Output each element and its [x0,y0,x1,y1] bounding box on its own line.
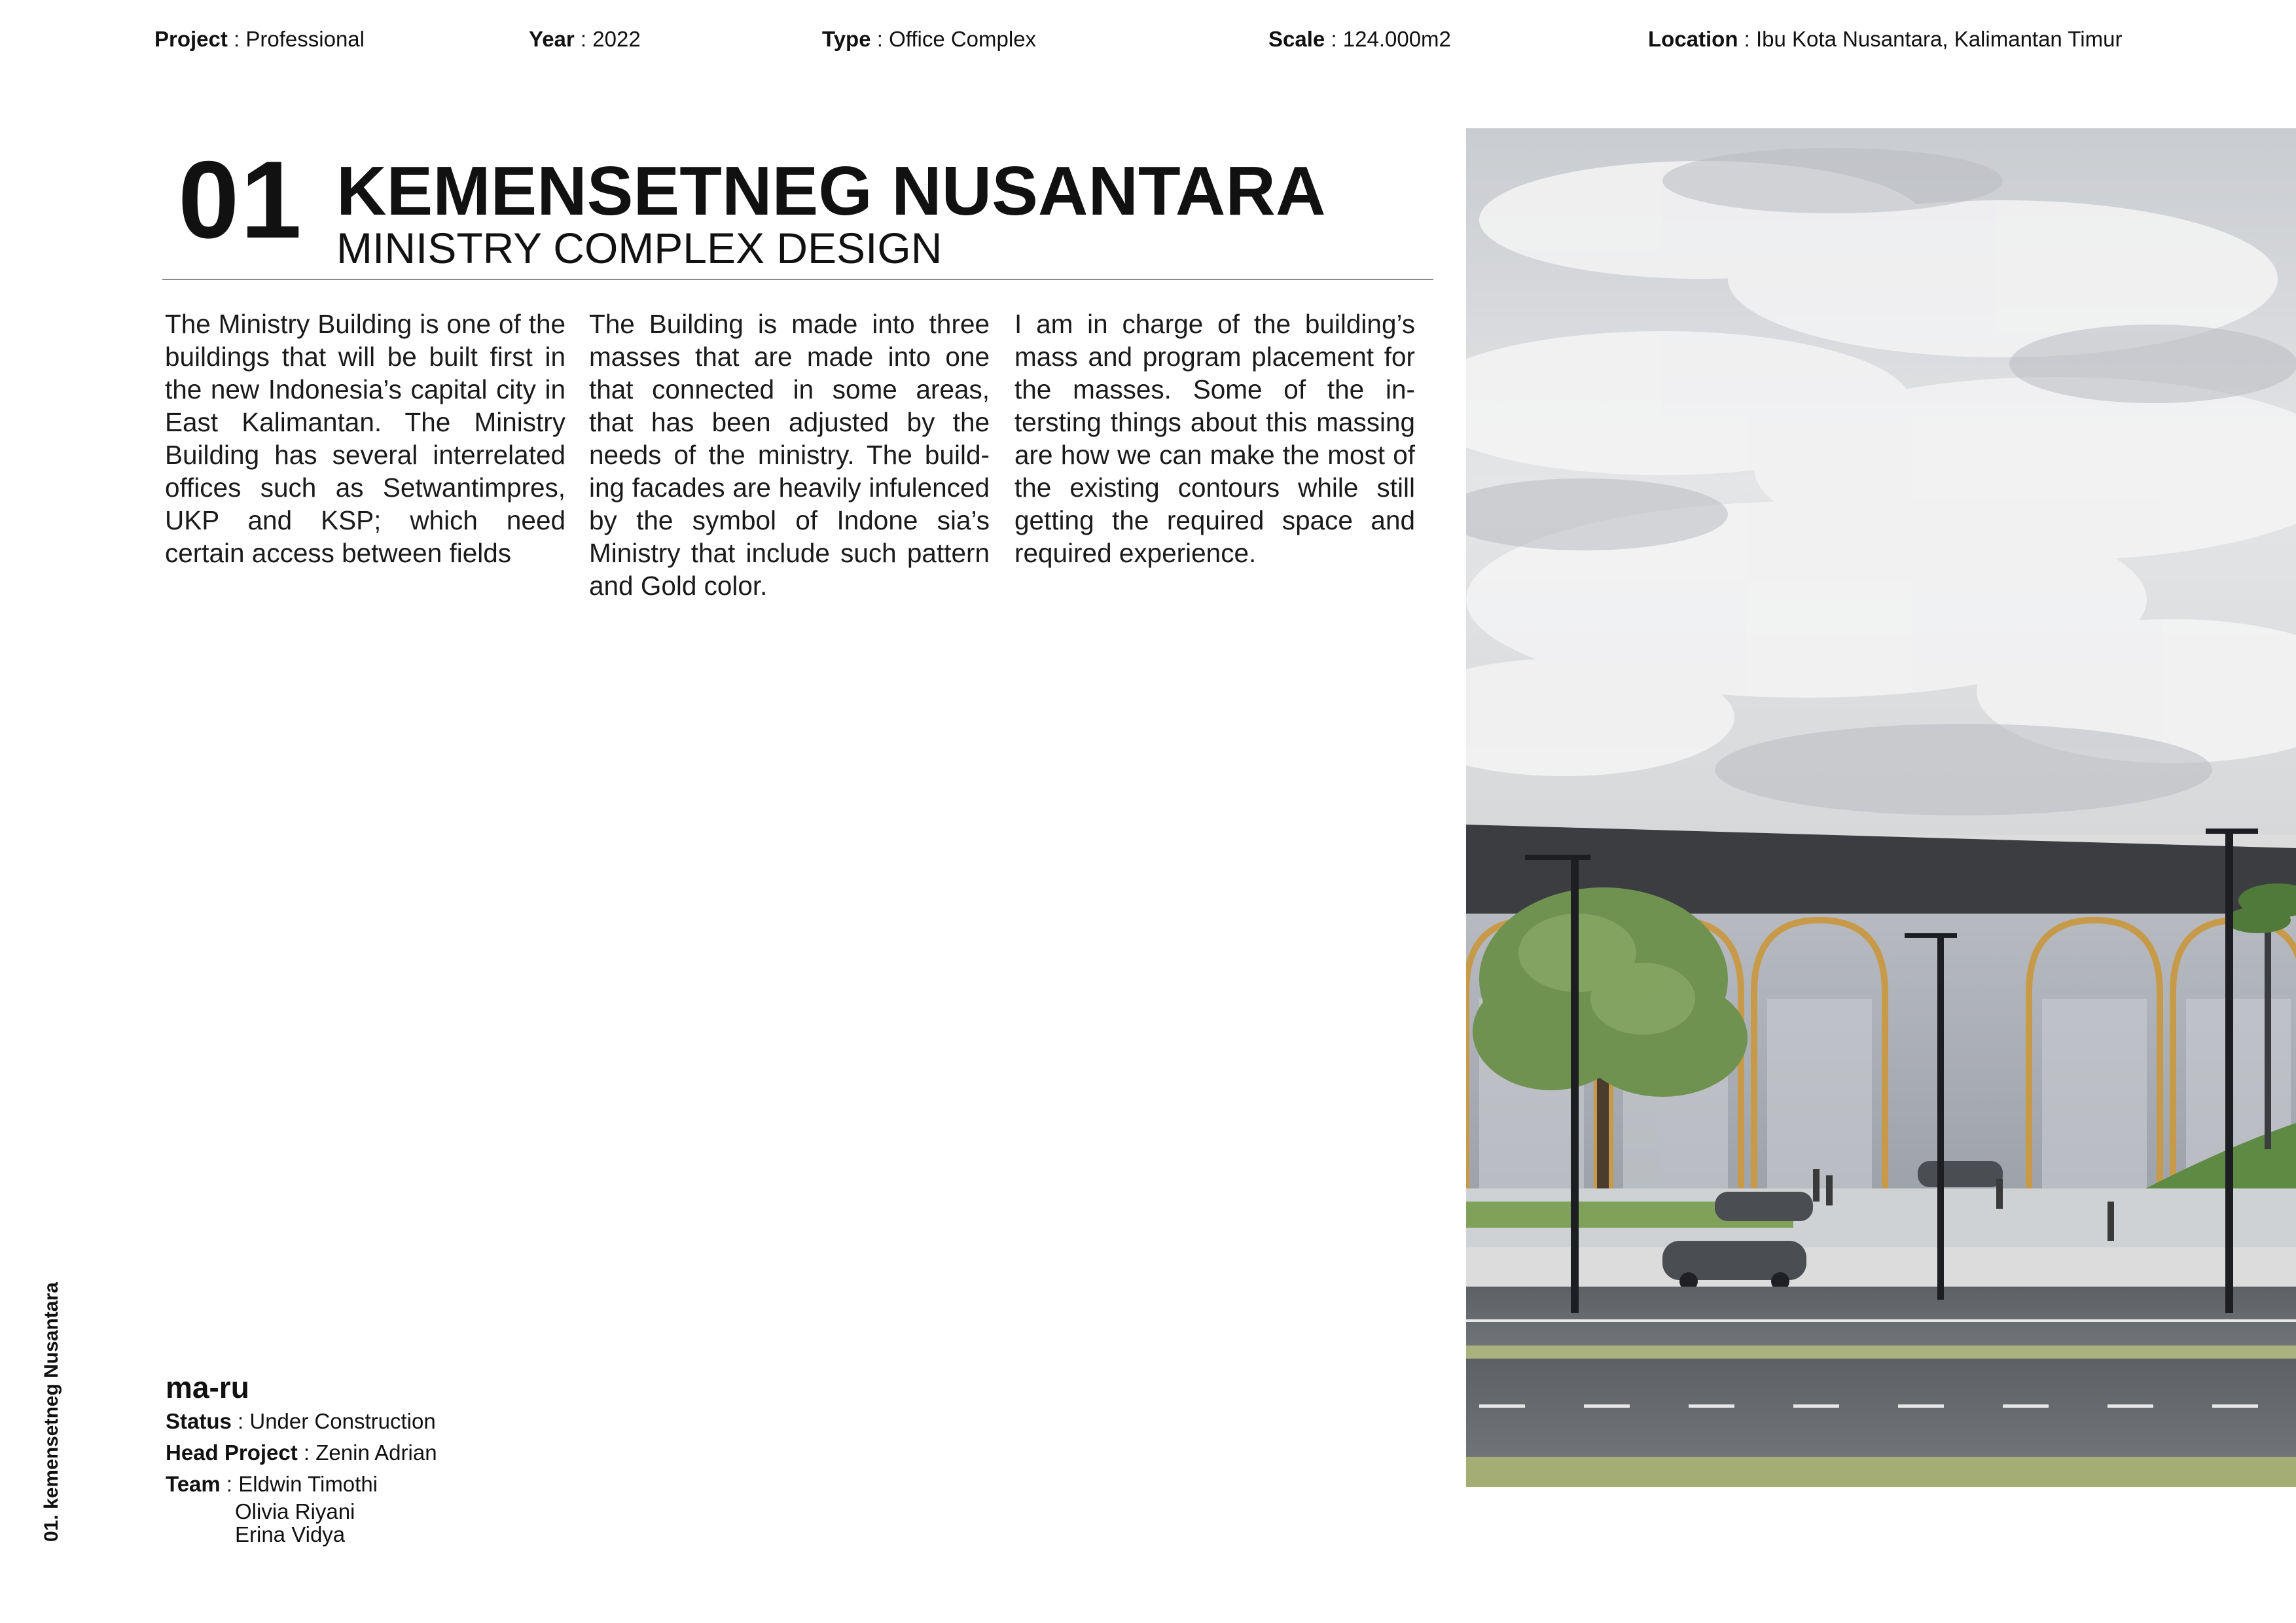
meta-type-label: Type [822,27,871,51]
head-project-line [166,1437,437,1469]
description-text-2: The Building is made into three masses that are made into one that connected in some areas, that has been adjusted by the needs of the ministry. The building facades are heavily infulenced by the symbol of Indone sia’s Ministry that include such pattern and Gold color. [589,309,990,601]
brand-name: ma-ru [166,1370,249,1404]
meta-scale [1268,25,1451,54]
description-column-1 [165,308,565,569]
team-members-list [235,1500,437,1546]
description-column-3 [1014,308,1415,569]
meta-project-label: Project [154,27,228,51]
project-title: KEMENSETNEG NUSANTARA [336,152,1326,230]
team-label: Team [166,1472,221,1496]
meta-location-value: : Ibu Kota Nusantara, Kalimantan Timur [1738,27,2123,51]
description-text-1: The Ministry Building is one of the buildings that will be built first in the new Indonesia’s capital city in East Kalimantan. The Ministry Building has several interrelated offices such as Setwantimpres, UKP and KSP; which need certain access between fields [165,309,565,568]
status-line [166,1406,437,1437]
project-subtitle: MINISTRY COMPLEX DESIGN [336,224,942,272]
meta-scale-value: : 124.000m2 [1325,27,1451,51]
title-divider [162,279,1433,280]
meta-project-value: : Professional [227,27,365,51]
meta-location [1648,25,2122,54]
meta-year [529,25,641,54]
status-value: : Under Construction [231,1409,436,1433]
project-number: 01 [178,138,303,261]
meta-type [822,25,1036,54]
team-member-3: Erina Vidya [235,1522,346,1546]
status-label: Status [166,1409,232,1433]
head-project-label: Head Project [166,1440,298,1465]
side-page-label: 01. kemensetneg Nusantara [41,1282,62,1542]
meta-year-value: : 2022 [574,27,641,51]
head-project-value: : Zenin Adrian [297,1440,437,1465]
team-line [166,1469,437,1500]
team-member-2: Olivia Riyani [235,1499,355,1524]
building-render-image [1466,128,2296,1487]
meta-type-value: : Office Complex [870,27,1037,51]
description-column-2 [589,308,990,602]
team-member-1: : Eldwin Timothi [220,1472,378,1496]
description-text-3: I am in charge of the building’s mass and program placement for the masses. Some of the intersting things about this massing are how we can make the most of the existing contours while still getting the required space and required experience. [1014,309,1415,568]
meta-year-label: Year [529,27,575,51]
credits-block [166,1369,437,1546]
meta-project [154,25,365,54]
meta-location-label: Location [1648,27,1738,51]
meta-scale-label: Scale [1268,27,1325,51]
